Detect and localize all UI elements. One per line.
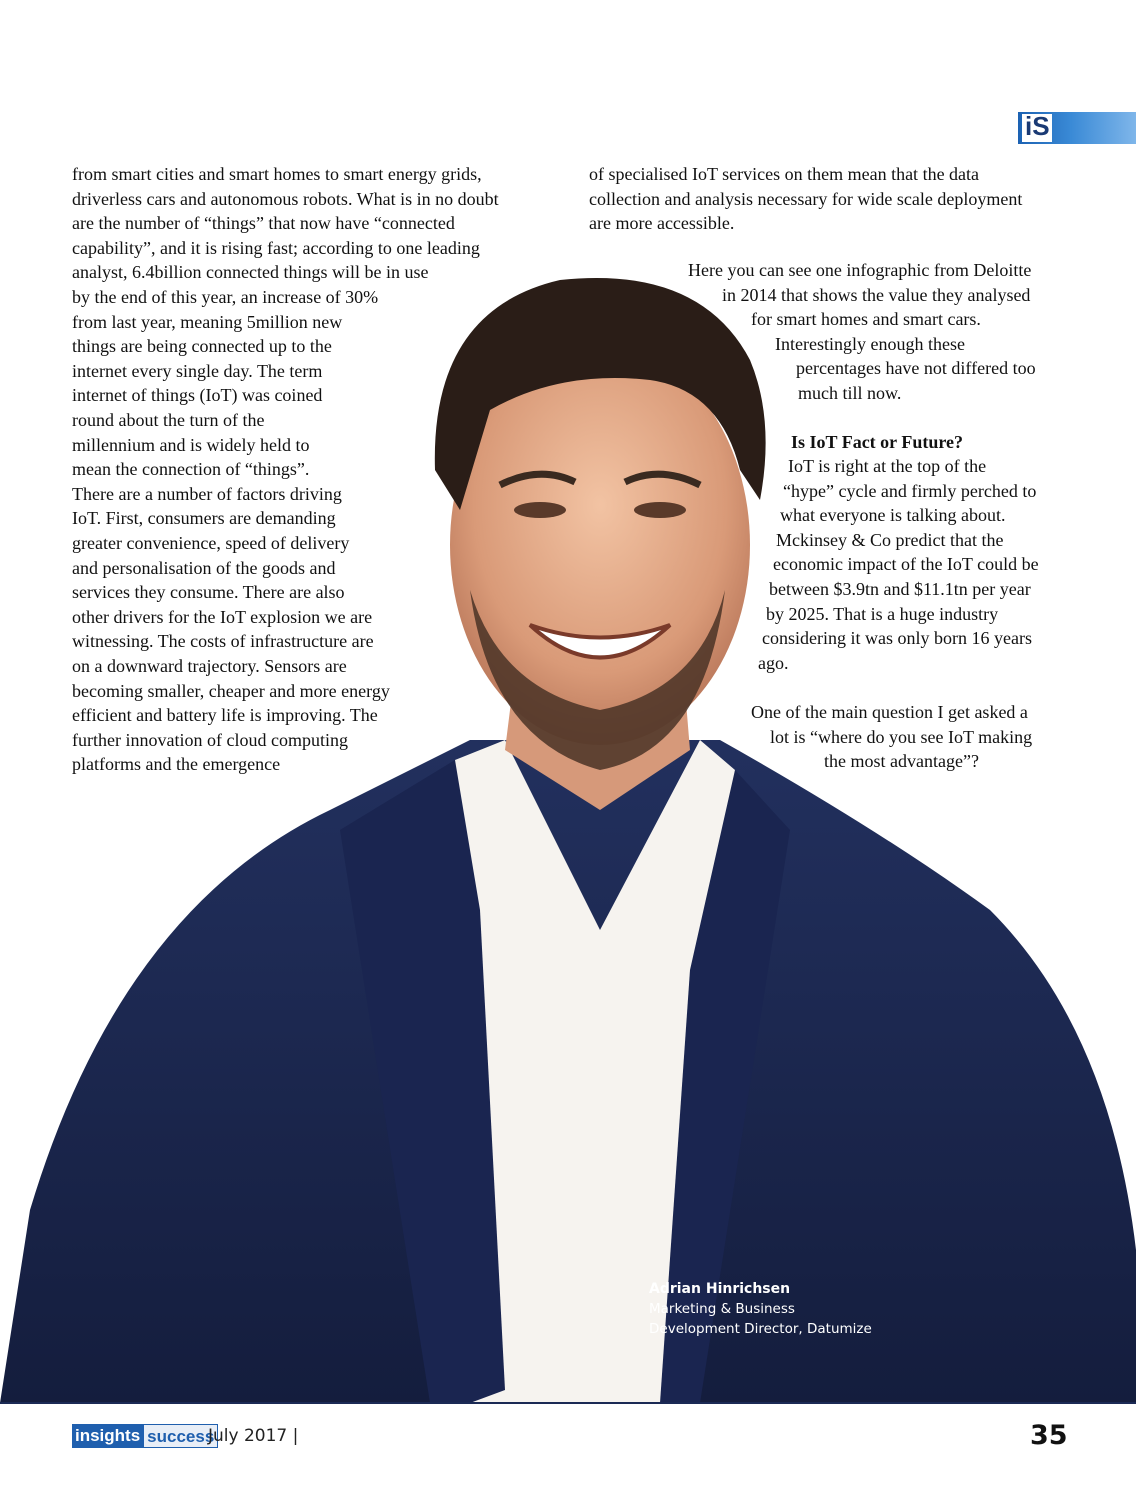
header-badge: [1018, 112, 1136, 144]
text-line: Interestingly enough these: [775, 333, 965, 354]
text-line: in 2014 that shows the value they analysed: [722, 284, 1031, 305]
text-line: Mckinsey & Co predict that the: [776, 529, 1004, 550]
photo-caption: [649, 1279, 872, 1339]
text-line: millennium and is widely held to: [72, 434, 310, 455]
text-line: other drivers for the IoT explosion we are: [72, 606, 373, 627]
text-line: things are being connected up to the: [72, 336, 332, 357]
text-line: are the number of “things” that now have “connected: [72, 213, 455, 234]
text-line: between $3.9tn and $11.1tn per year: [769, 579, 1031, 599]
text-line: round about the turn of the: [72, 410, 265, 430]
text-line: for smart homes and smart cars.: [751, 309, 981, 330]
left-eye: [514, 502, 566, 518]
footer-rule: [0, 1402, 1136, 1404]
text-line: platforms and the emergence: [72, 754, 281, 775]
text-line: One of the main question I get asked a: [751, 702, 1028, 722]
caption-title-line1: Marketing & Business: [649, 1301, 795, 1317]
text-line: are more accessible.: [589, 213, 735, 234]
header-logo: [1022, 111, 1052, 142]
caption-title-line2: Development Director, Datumize: [649, 1321, 872, 1337]
text-line: further innovation of cloud computing: [72, 729, 348, 750]
text-line: “hype” cycle and firmly perched to: [783, 480, 1037, 501]
text-line: considering it was only born 16 years: [762, 628, 1032, 649]
text-line: driverless cars and autonomous robots. What is in no doubt: [72, 188, 499, 209]
text-line: IoT. First, consumers are demanding: [72, 508, 336, 529]
text-line: witnessing. The costs of infrastructure are: [72, 631, 374, 652]
text-line: ago.: [758, 652, 789, 673]
text-line: internet every single day. The term: [72, 360, 323, 381]
text-line: by 2025. That is a huge industry: [766, 603, 999, 624]
footer-logo-part1: insights: [72, 1424, 143, 1448]
text-line: capability”, and it is rising fast; according to one leading: [72, 237, 480, 258]
text-line: lot is “where do you see IoT making: [770, 726, 1033, 747]
text-line: from smart cities and smart homes to smart energy grids,: [72, 164, 482, 184]
text-line: analyst, 6.4billion connected things will be in use: [72, 262, 429, 283]
text-line: collection and analysis necessary for wide scale deployment: [589, 188, 1023, 209]
text-line: internet of things (IoT) was coined: [72, 385, 323, 406]
page-number: 35: [1030, 1420, 1068, 1451]
footer-logo: [72, 1424, 218, 1448]
text-line: services they consume. There are also: [72, 582, 345, 603]
text-line: what everyone is talking about.: [780, 505, 1006, 526]
text-line: efficient and battery life is improving. The: [72, 705, 378, 726]
text-line: mean the connection of “things”.: [72, 459, 310, 480]
caption-name: Adrian Hinrichsen: [649, 1281, 791, 1297]
text-line: from last year, meaning 5million new: [72, 311, 343, 332]
right-eye: [634, 502, 686, 518]
text-line: and personalisation of the goods and: [72, 557, 336, 578]
text-line: by the end of this year, an increase of 30%: [72, 287, 379, 307]
section-heading: Is IoT Fact or Future?: [791, 432, 964, 452]
text-line: percentages have not differed too: [796, 358, 1036, 379]
text-line: becoming smaller, cheaper and more energy: [72, 680, 390, 701]
footer-date: July 2017 |: [208, 1426, 299, 1446]
text-line: on a downward trajectory. Sensors are: [72, 656, 347, 676]
text-line: greater convenience, speed of delivery: [72, 533, 350, 553]
text-line: the most advantage”?: [824, 751, 979, 772]
text-line: Here you can see one infographic from Deloitte: [688, 260, 1032, 280]
text-line: economic impact of the IoT could be: [773, 554, 1039, 575]
text-line: of specialised IoT services on them mean that the data: [589, 164, 980, 184]
text-line: There are a number of factors driving: [72, 483, 342, 504]
footer-logo-part2: success: [143, 1424, 218, 1448]
text-line: much till now.: [798, 383, 902, 403]
text-line: IoT is right at the top of the: [788, 456, 987, 476]
header-logo-text: iS: [1025, 111, 1050, 141]
